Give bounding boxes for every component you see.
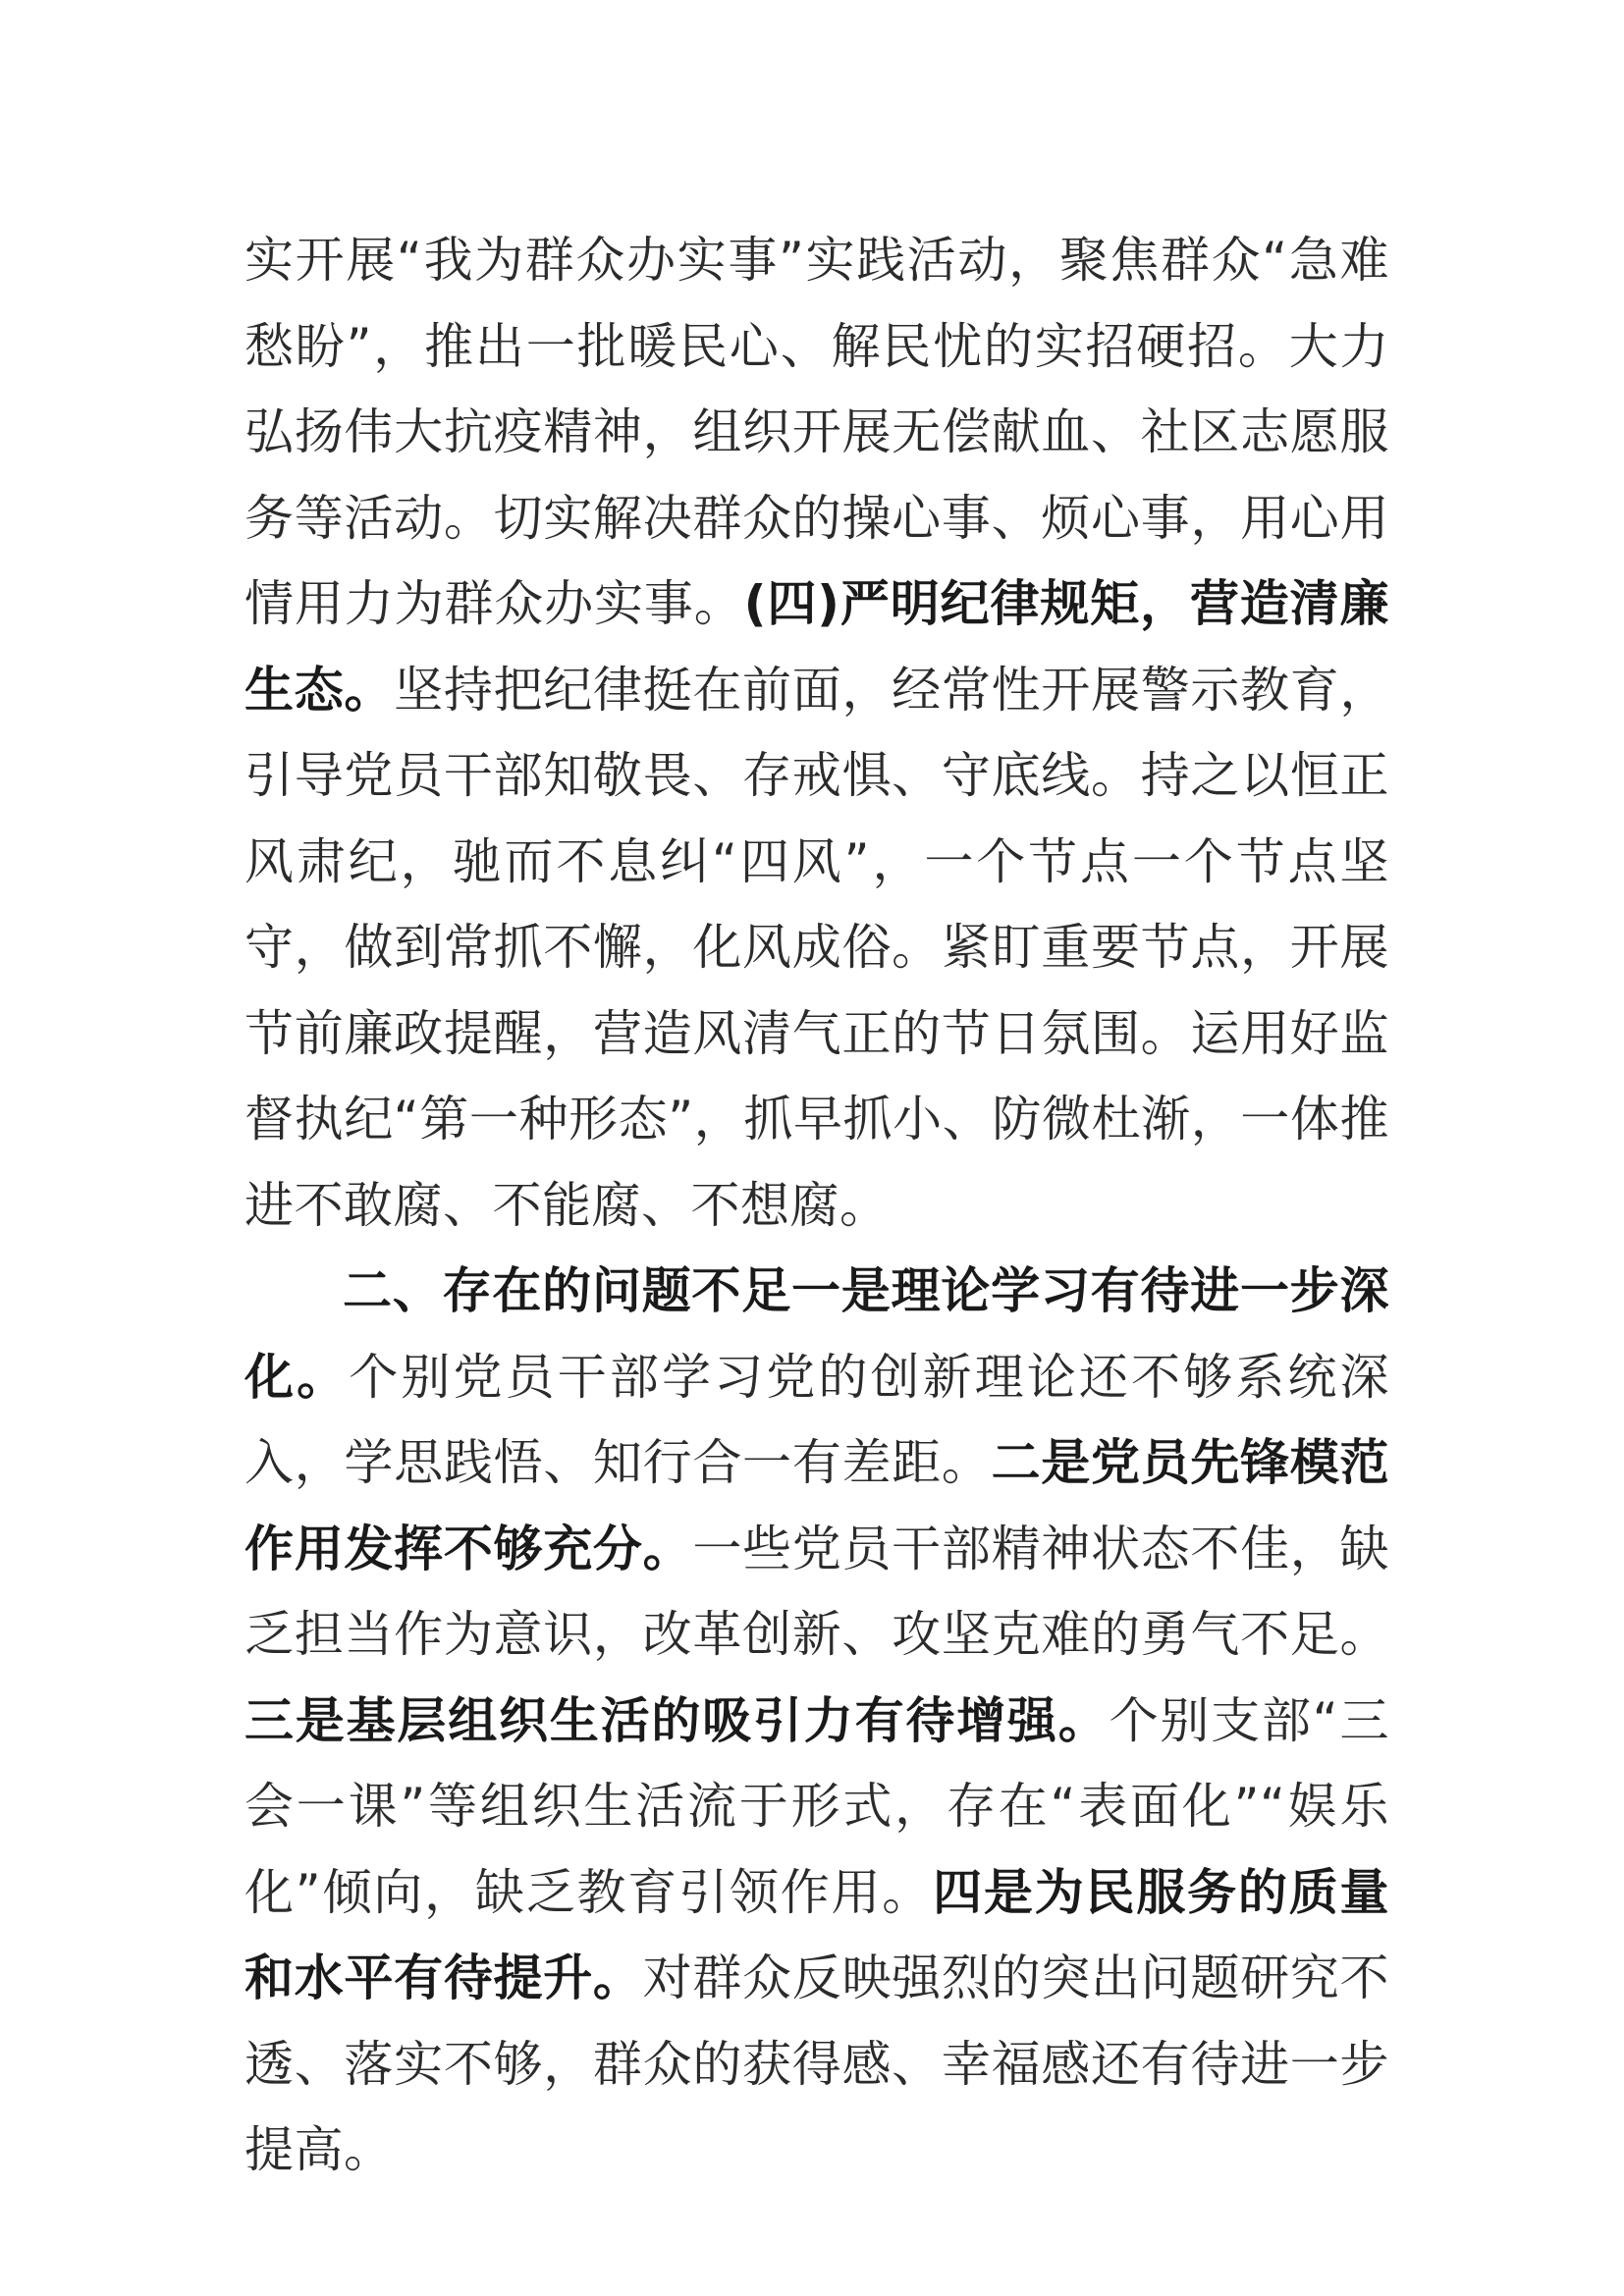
problem-heading-three: 三是基层组织生活的吸引力有待增强。 bbox=[244, 1691, 1110, 1749]
document-body bbox=[244, 218, 1389, 2194]
paragraph-text: 个别支部“三会一课”等组织生活流于形式，存在“表面化”“娱乐化”倾向，缺乏教育引领作用。 bbox=[244, 1691, 1390, 1921]
paragraph-text: 实开展“我为群众办实事”实践活动，聚焦群众“急难愁盼”，推出一批暖民心、解民忧的实招硬招。大力弘扬伟大抗疫精神，组织开展无偿献血、社区志愿服务等活动。切实解决群众的操心事、烦心事，用心用情用力为群众办实事。 bbox=[244, 232, 1389, 632]
section-heading-four: (四)严明纪律规矩，营造清廉生态。 bbox=[244, 575, 1390, 719]
section-heading-problems: 二、存在的问题不足一是理论学习有待进一步深化。 bbox=[244, 1262, 1389, 1406]
problem-heading-four: 四是为民服务的质量和水平有待提升。 bbox=[244, 1863, 1390, 2006]
paragraph-text: 个别党员干部学习党的创新理论还不够系统深入，学思践悟、知行合一有差距。 bbox=[244, 1348, 1390, 1491]
paragraph-text: 坚持把纪律挺在前面，经常性开展警示教育，引导党员干部知敬畏、存戒惧、守底线。持之以恒正风肃纪，驰而不息纠“四风”，一个节点一个节点坚守，做到常抓不懈，化风成俗。紧盯重要节点，开展节前廉政提醒，营造风清气正的节日氛围。运用好监督执纪“第一种形态”，抓早抓小、防微杜渐，一体推进不敢腐、不能腐、不想腐。 bbox=[244, 661, 1390, 1234]
paragraph-text: 对群众反映强烈的突出问题研究不透、落实不够，群众的获得感、幸福感还有待进一步提高。 bbox=[244, 1949, 1390, 2178]
paragraph-text: 一些党员干部精神状态不佳，缺乏担当作为意识，改革创新、攻坚克难的勇气不足。 bbox=[244, 1520, 1390, 1663]
problem-heading-two: 二是党员先锋模范作用发挥不够充分。 bbox=[244, 1434, 1390, 1577]
paragraph-continuation bbox=[244, 218, 1389, 1249]
paragraph-problems bbox=[244, 1249, 1389, 2194]
